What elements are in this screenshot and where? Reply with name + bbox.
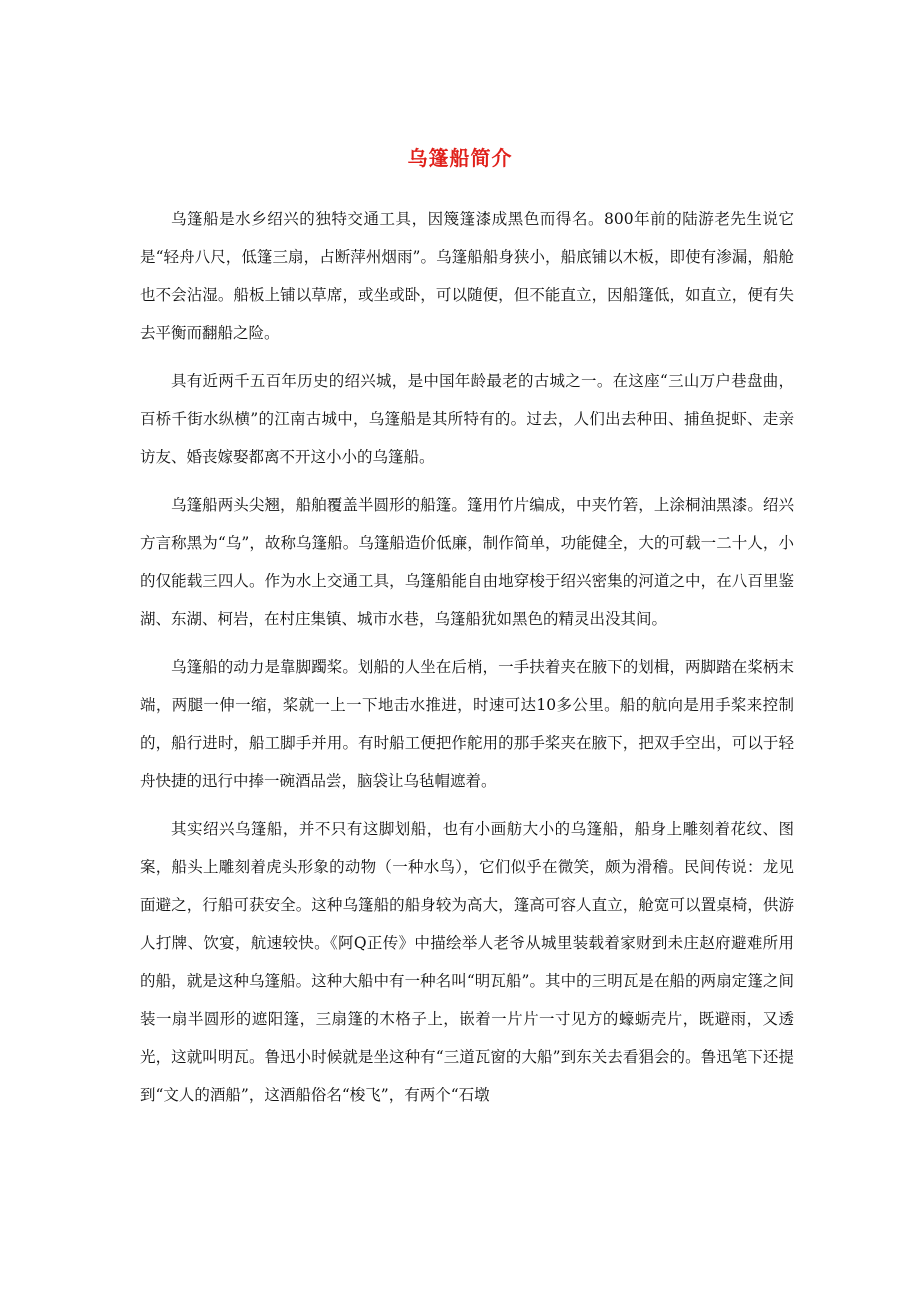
paragraph-5: 其实绍兴乌篷船，并不只有这脚划船，也有小画舫大小的乌篷船，船身上雕刻着花纹、图案，船头上雕刻着虎头形象的动物（一种水鸟），它们似乎在微笑，颇为滑稽。民间传说：龙见面避之，行船可获安全。这种乌篷船的船身较为高大，篷高可容人直立，舱宽可以置桌椅，供游人打牌、饮宴，航速较快。《阿Q正传》中描绘举人老爷从城里装载着家财到未庄赵府避难所用的船，就是这种乌篷船。这种大船中有一种名叫“明瓦船”。其中的三明瓦是在船的两扇定篷之间装一扇半圆形的遮阳篷，三扇篷的木格子上，嵌着一片片一寸见方的蠔蛎壳片，既避雨，又透光，这就叫明瓦。鲁迅小时候就是坐这种有“三道瓦窗的大船”到东关去看猖会的。鲁迅笔下还提到“文人的酒船”，这酒船俗名“梭飞”，有两个“石墩 [140, 820, 794, 1104]
paragraph-4: 乌篷船的动力是靠脚躅桨。划船的人坐在后梢，一手扶着夹在腋下的划楫，两脚踏在桨柄末端，两腿一伸一缩，桨就一上一下地击水推进，时速可达10多公里。船的航向是用手桨来控制的，船行进时，船工脚手并用。有时船工便把作舵用的那手桨夹在腋下，把双手空出，可以于轻舟快捷的迅行中捧一碗酒品尝，脑袋让乌毡帽遮着。 [140, 658, 794, 790]
paragraph-1: 乌篷船是水乡绍兴的独特交通工具，因篾篷漆成黑色而得名。800年前的陆游老先生说它是“轻舟八尺，低篷三扇，占断萍州烟雨”。乌篷船船身狭小，船底铺以木板，即使有渗漏，船舱也不会沾湿。船板上铺以草席，或坐或卧，可以随便，但不能直立，因船篷低，如直立，便有失去平衡而翻船之险。 [140, 210, 794, 342]
paragraph-3: 乌篷船两头尖翘，船舶覆盖半圆形的船篷。篷用竹片编成，中夹竹箬，上涂桐油黑漆。绍兴方言称黑为“乌”，故称乌篷船。乌篷船造价低廉，制作简单，功能健全，大的可载一二十人，小的仅能载三四人。作为水上交通工具，乌篷船能自由地穿梭于绍兴密集的河道之中，在八百里鉴湖、东湖、柯岩，在村庄集镇、城市水巷，乌篷船犹如黑色的精灵出没其间。 [140, 496, 794, 628]
document-body [140, 200, 794, 1124]
paragraph-2: 具有近两千五百年历史的绍兴城，是中国年龄最老的古城之一。在这座“三山万户巷盘曲，百桥千街水纵横”的江南古城中，乌篷船是其所特有的。过去，人们出去种田、捕鱼捉虾、走亲访友、婚丧嫁娶都离不开这小小的乌篷船。 [140, 372, 794, 466]
page-title: 乌篷船简介 [407, 146, 513, 170]
